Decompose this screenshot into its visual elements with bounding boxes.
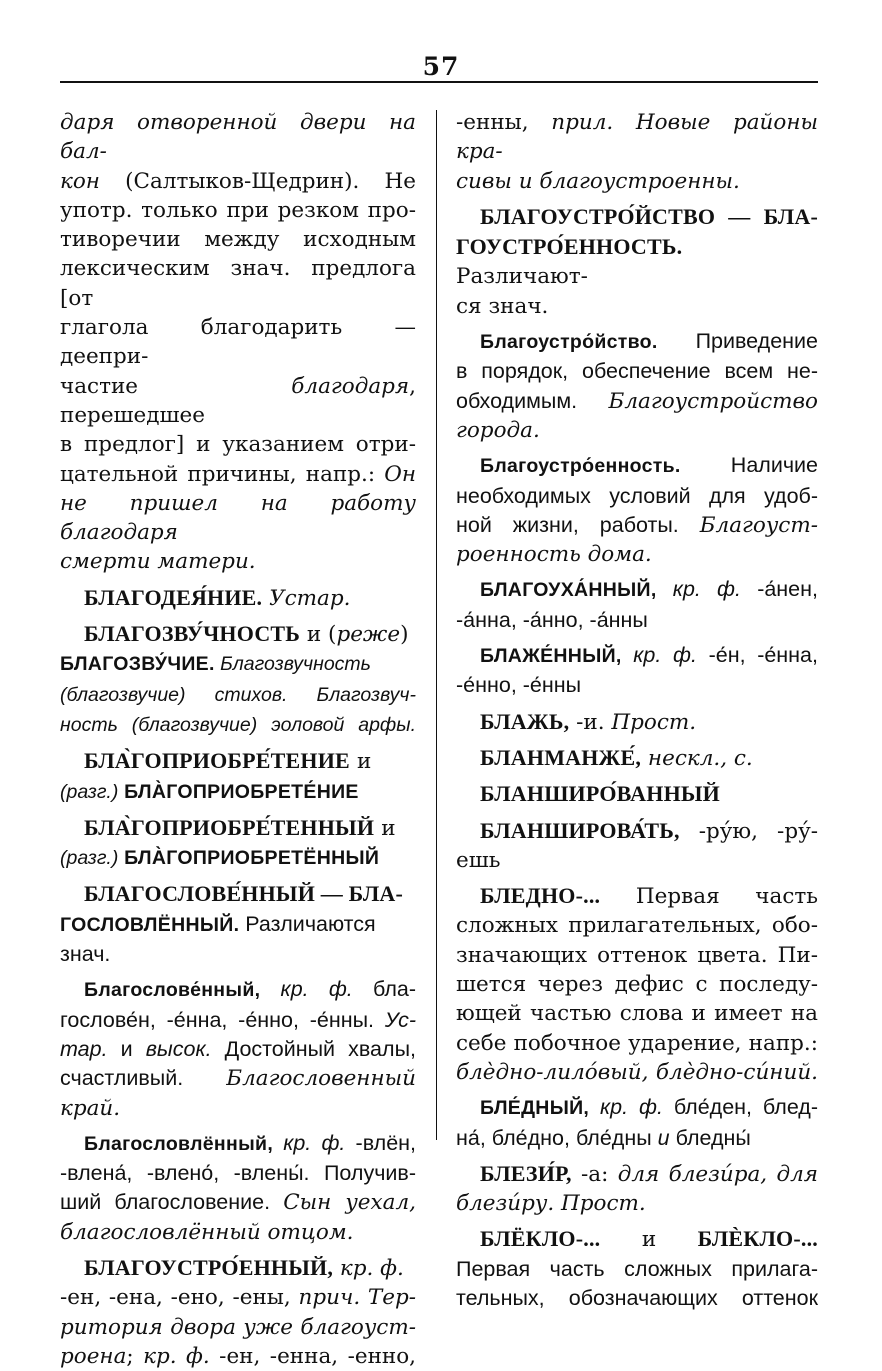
headword: Благоустро́йство. (480, 331, 658, 354)
text-run: Различают- (456, 264, 588, 290)
usage-label: Ус- (384, 1007, 416, 1032)
usage-label: нескл., с. (641, 745, 753, 771)
usage-label: кр. ф. (333, 1255, 404, 1281)
text-line (84, 619, 416, 649)
example: Благословенный (226, 1066, 416, 1092)
headword: БЛА̀ГОПРИОБРЕТЕ́НИЕ (118, 780, 359, 803)
text-line (456, 292, 818, 321)
text-line (456, 167, 818, 196)
text-line (60, 940, 416, 969)
text-line (480, 1159, 818, 1189)
dictionary-entry (456, 816, 818, 876)
text-run: бла- (352, 977, 416, 1002)
text-run: не пришел на работу благодаря (60, 490, 416, 546)
text-line (456, 511, 818, 540)
text-run: необходимых условий для удоб- (456, 483, 818, 508)
text-run: Он (384, 461, 416, 487)
text-line (456, 357, 818, 386)
left-column (60, 108, 416, 1371)
text-run: кон (60, 168, 100, 194)
example: Благоустройство (608, 388, 818, 414)
text-line (60, 1342, 416, 1371)
text-run: на́, бле́дно, бле́дны (456, 1125, 658, 1150)
example: ность (благозвучие) эоловой арфы. (60, 713, 416, 736)
usage-label: кр. ф. (260, 977, 353, 1002)
text-run: ной жизни, работы. (456, 512, 700, 537)
text-run: ) (400, 622, 409, 648)
text-line (456, 1255, 818, 1284)
text-line (456, 1124, 818, 1153)
text-run: сложных прилагательных, обо- (456, 913, 818, 939)
text-run: Первая часть (600, 884, 818, 910)
header-rule (60, 81, 818, 83)
text-run: себе побочное ударение, напр.: (456, 1030, 818, 1056)
text-run: ющей частью слова и имеет на (456, 1001, 818, 1027)
headword: БЛАНМАНЖЕ́, (480, 744, 642, 770)
text-run: бледны́ (669, 1125, 751, 1150)
text-line (456, 1284, 818, 1313)
text-line (456, 1029, 818, 1058)
usage-label: прил. (551, 110, 614, 135)
entry-continuation (60, 108, 416, 577)
example: блѐдно-лило́вый, блѐдно-си́ний. (456, 1059, 818, 1085)
text-line (456, 1189, 818, 1218)
text-line (60, 1064, 416, 1093)
text-run: -енны, (456, 110, 552, 135)
example: Новые районы кра- (456, 110, 819, 165)
text-line (456, 108, 818, 167)
headword: БЛАГОЗВУ́ЧИЕ. (60, 653, 215, 676)
headword: БЛЕДНО-... (480, 883, 601, 909)
text-line (480, 327, 818, 357)
dictionary-entry (456, 743, 818, 773)
text-line (84, 813, 416, 843)
text-run: значающих оттенок цвета. Пи- (456, 942, 818, 968)
headword: ГОУСТРО́ЕННОСТЬ. (456, 234, 683, 260)
headword: БЛАГОУСТРО́ЙСТВО — БЛА- (480, 203, 818, 229)
text-run: Достойный хвалы, (211, 1036, 416, 1061)
text-line (60, 254, 416, 313)
headword: БЛЀКЛО-... (697, 1226, 818, 1252)
text-line (456, 911, 818, 940)
text-run: и (349, 749, 372, 775)
usage-label: кр. ф. (143, 1343, 210, 1369)
text-run: лексическим знач. предлога [от (60, 256, 416, 311)
text-line (60, 313, 416, 372)
example: ритория двора уже благоуст- (60, 1314, 416, 1340)
text-line (60, 489, 416, 548)
text-line (60, 547, 416, 576)
text-run: шется через дефис с последу- (456, 972, 818, 998)
text-line (480, 202, 818, 232)
text-run: ; (126, 1343, 144, 1369)
text-line (480, 451, 818, 481)
text-run: ший благословение. (60, 1190, 284, 1215)
dictionary-entry (456, 641, 818, 701)
text-run: и (107, 1036, 146, 1061)
text-line (60, 1313, 416, 1342)
text-line (60, 430, 416, 459)
usage-label: Прост. (611, 709, 697, 735)
dictionary-entry (456, 327, 818, 445)
text-run: глагола благодарить — деепри- (60, 315, 416, 370)
dictionary-entry (60, 975, 416, 1122)
example: для блези́ра, для (617, 1161, 819, 1187)
headword: БЛАГОДЕЯ́НИЕ. (84, 584, 263, 610)
text-run: -влён, (345, 1130, 416, 1155)
right-column (456, 108, 818, 1313)
text-line (60, 777, 416, 807)
text-run: -а́нна, -а́нно, -а́нны (456, 607, 648, 632)
text-run: и (374, 815, 396, 841)
text-run: , перешедшее (60, 373, 416, 428)
text-line (456, 1058, 818, 1087)
text-line (84, 1129, 416, 1159)
text-line (456, 606, 818, 635)
headword: БЛАГОУСТРО́ЕННЫЙ, (84, 1254, 334, 1280)
text-line (480, 743, 818, 773)
text-line (60, 1006, 416, 1035)
text-run: тиворечии между исходным (60, 227, 416, 253)
example: Сын уехал, (283, 1190, 416, 1216)
text-line (60, 843, 416, 873)
usage-label: тар. (60, 1036, 108, 1061)
headword: Благоустро́енность. (480, 455, 681, 478)
text-line (480, 1093, 818, 1123)
headword: БЛА̀ГОПРИОБРЕТЁННЫЙ (118, 847, 380, 870)
text-line (84, 746, 416, 776)
dictionary-entry (456, 575, 818, 635)
text-line (60, 196, 416, 225)
text-line (60, 460, 416, 489)
text-run: -влена́, -влено́, -влены́. Получив- (60, 1161, 416, 1186)
text-run: Различаются (239, 911, 376, 936)
headword: БЛАЖЕ́ННЫЙ, (480, 645, 622, 668)
text-line (480, 881, 818, 911)
headword: БЛАГОЗВУ́ЧНОСТЬ (84, 621, 301, 647)
text-line (456, 416, 818, 445)
text-line (456, 387, 818, 416)
headword: БЛЕЗИ́Р, (480, 1160, 572, 1186)
usage-label: кр. ф. (273, 1130, 346, 1155)
dictionary-entry (456, 451, 818, 569)
example: роенность дома. (456, 542, 652, 568)
text-line (60, 225, 416, 254)
headword: БЛАНШИРОВА́ТЬ, (480, 817, 680, 843)
text-line (456, 232, 818, 292)
dictionary-entry (60, 746, 416, 807)
text-run: в предлог] и указанием отри- (60, 432, 416, 458)
dictionary-entry (456, 1093, 818, 1153)
text-run: тельных, обозначающих оттенок (456, 1285, 818, 1310)
text-run: употр. только при резком про- (60, 197, 416, 223)
text-run: Приведение (657, 329, 818, 354)
example: Тер- (360, 1285, 416, 1311)
text-line (60, 1188, 416, 1217)
text-line (60, 1094, 416, 1123)
text-line (60, 910, 416, 940)
text-run: цательной причины, напр.: (60, 461, 385, 487)
example: блези́ру. Прост. (456, 1191, 646, 1217)
text-line (60, 1159, 416, 1188)
headword: БЛА̀ГОПРИОБРЕ́ТЕННЫЙ (84, 814, 375, 840)
text-run: бле́ден, блед- (662, 1095, 819, 1120)
usage-label: кр. ф. (621, 643, 697, 668)
text-line (84, 1253, 416, 1283)
text-line (60, 1218, 416, 1247)
text-line (60, 1283, 416, 1312)
text-line (84, 583, 416, 613)
example: Благозвучность (214, 653, 371, 676)
text-line (60, 167, 416, 196)
text-line (456, 671, 818, 700)
text-run: ся знач. (456, 293, 549, 319)
headword: БЛАГОСЛОВЕ́ННЫЙ — БЛА- (84, 881, 404, 907)
text-line (480, 707, 818, 737)
text-run: и (600, 1227, 698, 1253)
usage-label: Устар. (262, 585, 351, 611)
headword: БЛЁКЛО-... (480, 1226, 601, 1252)
text-line (60, 680, 416, 710)
text-run: знач. (60, 942, 111, 967)
text-run: (Салтыков-Щедрин). Не (99, 168, 416, 194)
text-run: -ен, -ена, -ено, -ены, (60, 1285, 299, 1311)
usage-label: реже (336, 622, 401, 648)
example: города. (456, 417, 540, 443)
text-run: гослове́н, -е́нна, -е́нно, -е́нны. (60, 1007, 385, 1032)
entry-continuation (456, 108, 818, 196)
text-line (480, 816, 818, 846)
dictionary-entry (456, 1159, 818, 1219)
headword: БЛА̀ГОПРИОБРЕ́ТЕНИЕ (84, 748, 350, 774)
example: Благоуст- (699, 512, 818, 538)
text-line (84, 879, 416, 909)
usage-label: высок. (145, 1036, 212, 1061)
text-run: ешь (456, 847, 501, 873)
text-line (60, 1035, 416, 1064)
headword: БЛАНШИРО́ВАННЫЙ (480, 781, 720, 807)
text-run: обходимым. (456, 388, 609, 413)
headword: БЛАЖЬ, (480, 708, 570, 734)
text-run: и (657, 1125, 670, 1150)
text-line (456, 999, 818, 1028)
example: сивы и благоустроенны. (456, 168, 740, 194)
text-line (84, 975, 416, 1005)
text-run: -е́н, -е́нна, (696, 643, 818, 668)
text-run: даря отворенной двери на бал- (60, 110, 416, 165)
dictionary-entry (456, 202, 818, 321)
text-run: счастливый. (60, 1066, 227, 1091)
text-line (60, 710, 416, 740)
text-line (456, 970, 818, 999)
text-run: Первая часть сложных прилага- (456, 1256, 818, 1281)
example: благословлённый отцом. (60, 1219, 354, 1245)
usage-label: (разг.) (60, 780, 119, 803)
dictionary-entry (60, 619, 416, 740)
dictionary-entry (60, 1253, 416, 1371)
text-run: благодаря (291, 373, 410, 399)
usage-label: прич. (298, 1285, 361, 1311)
headword: ГОСЛОВЛЁННЫЙ. (60, 913, 240, 936)
text-line (456, 482, 818, 511)
dictionary-entry (456, 779, 818, 809)
dictionary-entry (60, 879, 416, 969)
text-run: -ен, -енна, -енно, (209, 1343, 417, 1369)
text-run: частие (60, 373, 292, 399)
text-line (456, 540, 818, 569)
text-run: -а: (571, 1161, 618, 1187)
text-run: -ру́ю, -ру́- (679, 818, 818, 844)
text-line (456, 941, 818, 970)
text-run: смерти матери. (60, 549, 256, 575)
usage-label: (разг.) (60, 847, 119, 870)
page-number: 57 (422, 52, 460, 81)
headword: БЛЕ́ДНЫЙ, (480, 1097, 590, 1120)
example: роена (60, 1343, 127, 1369)
text-run: и ( (300, 622, 337, 648)
text-line (60, 649, 416, 679)
dictionary-entry (60, 583, 416, 613)
text-run: -а́нен, (741, 577, 818, 602)
text-line (60, 372, 416, 431)
example: край. (60, 1095, 121, 1121)
text-run: -и. (569, 709, 612, 735)
headword: Благослове́нный, (84, 979, 261, 1002)
text-line (480, 1224, 818, 1254)
text-line (456, 846, 818, 875)
text-run: -е́нно, -е́нны (456, 673, 582, 698)
dictionary-entry (60, 813, 416, 874)
dictionary-entry (60, 1129, 416, 1247)
dictionary-entry (456, 881, 818, 1087)
text-line (480, 641, 818, 671)
dictionary-entry (456, 1224, 818, 1313)
usage-label: кр. ф. (656, 577, 741, 602)
usage-label: кр. ф. (589, 1095, 663, 1120)
example: (благозвучие) стихов. Благозвуч- (60, 683, 416, 706)
text-run: в порядок, обеспечение всем не- (456, 359, 818, 384)
column-divider (436, 110, 437, 1140)
text-line (480, 575, 818, 605)
text-line (480, 779, 818, 809)
dictionary-entry (456, 707, 818, 737)
headword: Благословлённый, (84, 1132, 274, 1155)
headword: БЛАГОУХА́ННЫЙ, (480, 579, 657, 602)
text-run: Наличие (680, 453, 818, 478)
text-line (60, 108, 416, 167)
